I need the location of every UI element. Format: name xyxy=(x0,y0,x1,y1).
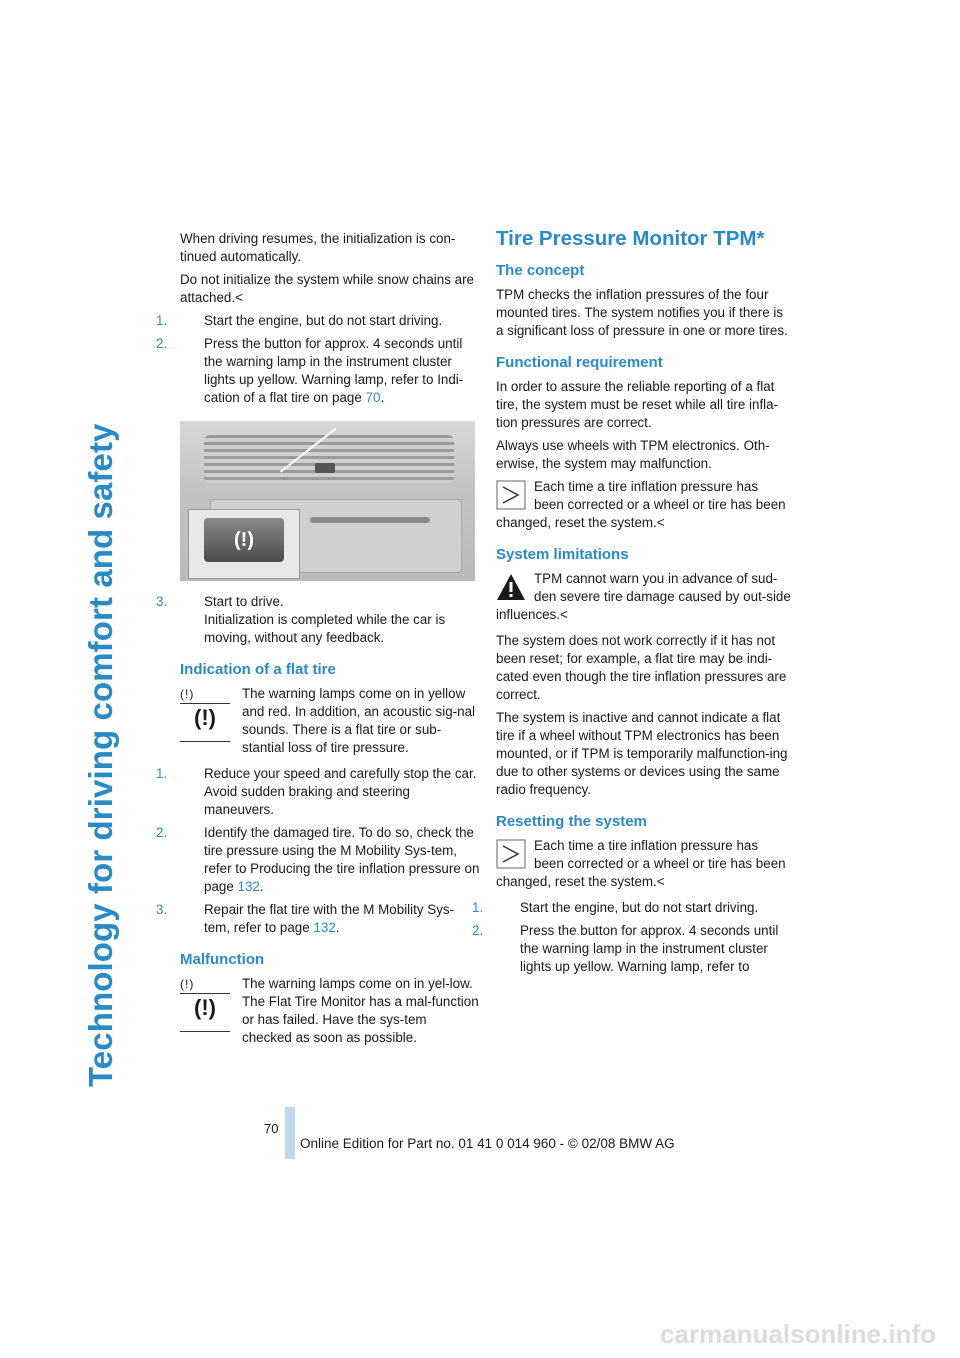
snow-chain-paragraph: Do not initialize the system while snow chains are attached.< xyxy=(180,272,474,305)
reset-note-2: Each time a tire inflation pressure has been corrected or a wheel or tire has been changed, reset the system.< xyxy=(496,838,786,889)
malfunction-warning xyxy=(180,975,480,1047)
page-number: 70 xyxy=(264,1121,279,1136)
air-vent xyxy=(204,435,454,483)
left-column xyxy=(156,230,480,1055)
note-arrow-icon xyxy=(496,839,526,869)
limits-warning: TPM cannot warn you in advance of sud-den severe tire damage caused by out-side influences.< xyxy=(496,571,791,622)
heading-functional-requirement: Functional requirement xyxy=(496,354,663,371)
page-link-70[interactable]: 70 xyxy=(365,390,381,405)
func-text-1: In order to assure the reliable reporting of a flat tire, the system must be reset while all tire infla-tion pressures are correct. xyxy=(496,379,779,430)
init-step-1: 1. Start the engine, but do not start driving. xyxy=(156,313,443,328)
zoom-inset xyxy=(188,509,300,579)
heading-malfunction: Malfunction xyxy=(180,951,265,968)
init-step-3: 3. Start to drive. Initialization is completed while the car is moving, without any feedback. xyxy=(156,594,446,645)
reset-step-2: 2. Press the button for approx. 4 seconds until the warning lamp in the instrument cluster lights up yellow. Warning lamp, refer to xyxy=(472,923,779,974)
note-arrow-icon xyxy=(496,480,526,510)
warning-lamp-icon: (!) (!) xyxy=(180,685,230,747)
footer-bar xyxy=(285,1107,295,1159)
site-watermark: carmanualsonline.info xyxy=(660,1319,936,1349)
malfunction-text: The warning lamps come on in yel-low. The Flat Tire Monitor has a mal-function or has failed. Have the sys-tem checked as soon as possible. xyxy=(242,976,479,1045)
page-link-132[interactable]: 132 xyxy=(313,920,336,935)
page-title: Tire Pressure Monitor TPM* xyxy=(496,227,765,250)
tpm-button-figure xyxy=(180,421,475,581)
heading-system-limitations: System limitations xyxy=(496,546,629,563)
reset-note: Each time a tire inflation pressure has been corrected or a wheel or tire has been changed, reset the system.< xyxy=(496,479,786,530)
tpm-button-location xyxy=(315,463,335,473)
flat-step-3: 3. Repair the flat tire with the M Mobility Sys-tem, refer to page 132. xyxy=(156,902,455,935)
heading-flat-tire: Indication of a flat tire xyxy=(180,661,336,678)
flat-step-2: 2. Identify the damaged tire. To do so, check the tire pressure using the M Mobility Sys-tem, refer to Producing the tire inflation pressure on page 132. xyxy=(156,825,480,894)
warning-triangle-icon xyxy=(496,572,526,602)
concept-text: TPM checks the inflation pressures of the four mounted tires. The system notifies you if there is a significant loss of pressure in one or more tires. xyxy=(496,287,788,338)
page-link-132[interactable]: 132 xyxy=(237,879,260,894)
func-text-2: Always use wheels with TPM electronics. Oth-erwise, the system may malfunction. xyxy=(496,438,770,471)
limits-text-1: The system does not work correctly if it has not been reset; for example, a flat tire may be indi-cated even though the tire inflation pressures are correct. xyxy=(496,633,787,702)
right-column xyxy=(472,227,791,981)
flat-tire-warning xyxy=(180,685,480,757)
intro-paragraph: When driving resumes, the initialization is con-tinued automatically. xyxy=(180,231,456,264)
edition-footer: Online Edition for Part no. 01 41 0 014 960 - © 02/08 BMW AG xyxy=(300,1136,675,1151)
heading-resetting: Resetting the system xyxy=(496,813,647,830)
limits-text-2: The system is inactive and cannot indicate a flat tire if a wheel without TPM electronics has been mounted, or if TPM is temporarily malfunction-ing due to other systems or devices using the same radio frequency. xyxy=(496,710,788,797)
init-step-2: 2. Press the button for approx. 4 seconds until the warning lamp in the instrument cluster lights up yellow. Warning lamp, refer to Indi-cation of a flat tire on page 70. xyxy=(156,336,464,405)
warning-lamp-icon: (!) (!) xyxy=(180,975,230,1037)
side-chapter-title: Technology for driving comfort and safety xyxy=(82,423,119,1087)
cd-slot xyxy=(310,517,430,523)
reset-step-1: 1. Start the engine, but do not start driving. xyxy=(472,900,759,915)
tpm-reset-button: (!) xyxy=(204,518,284,562)
flat-step-1: 1. Reduce your speed and carefully stop the car. Avoid sudden braking and steering maneuvers. xyxy=(156,766,477,817)
flat-tire-text: The warning lamps come on in yellow and red. In addition, an acoustic sig-nal sounds. There is a flat tire or sub-stantial loss of tire pressure. xyxy=(242,686,475,755)
heading-concept: The concept xyxy=(496,262,585,279)
